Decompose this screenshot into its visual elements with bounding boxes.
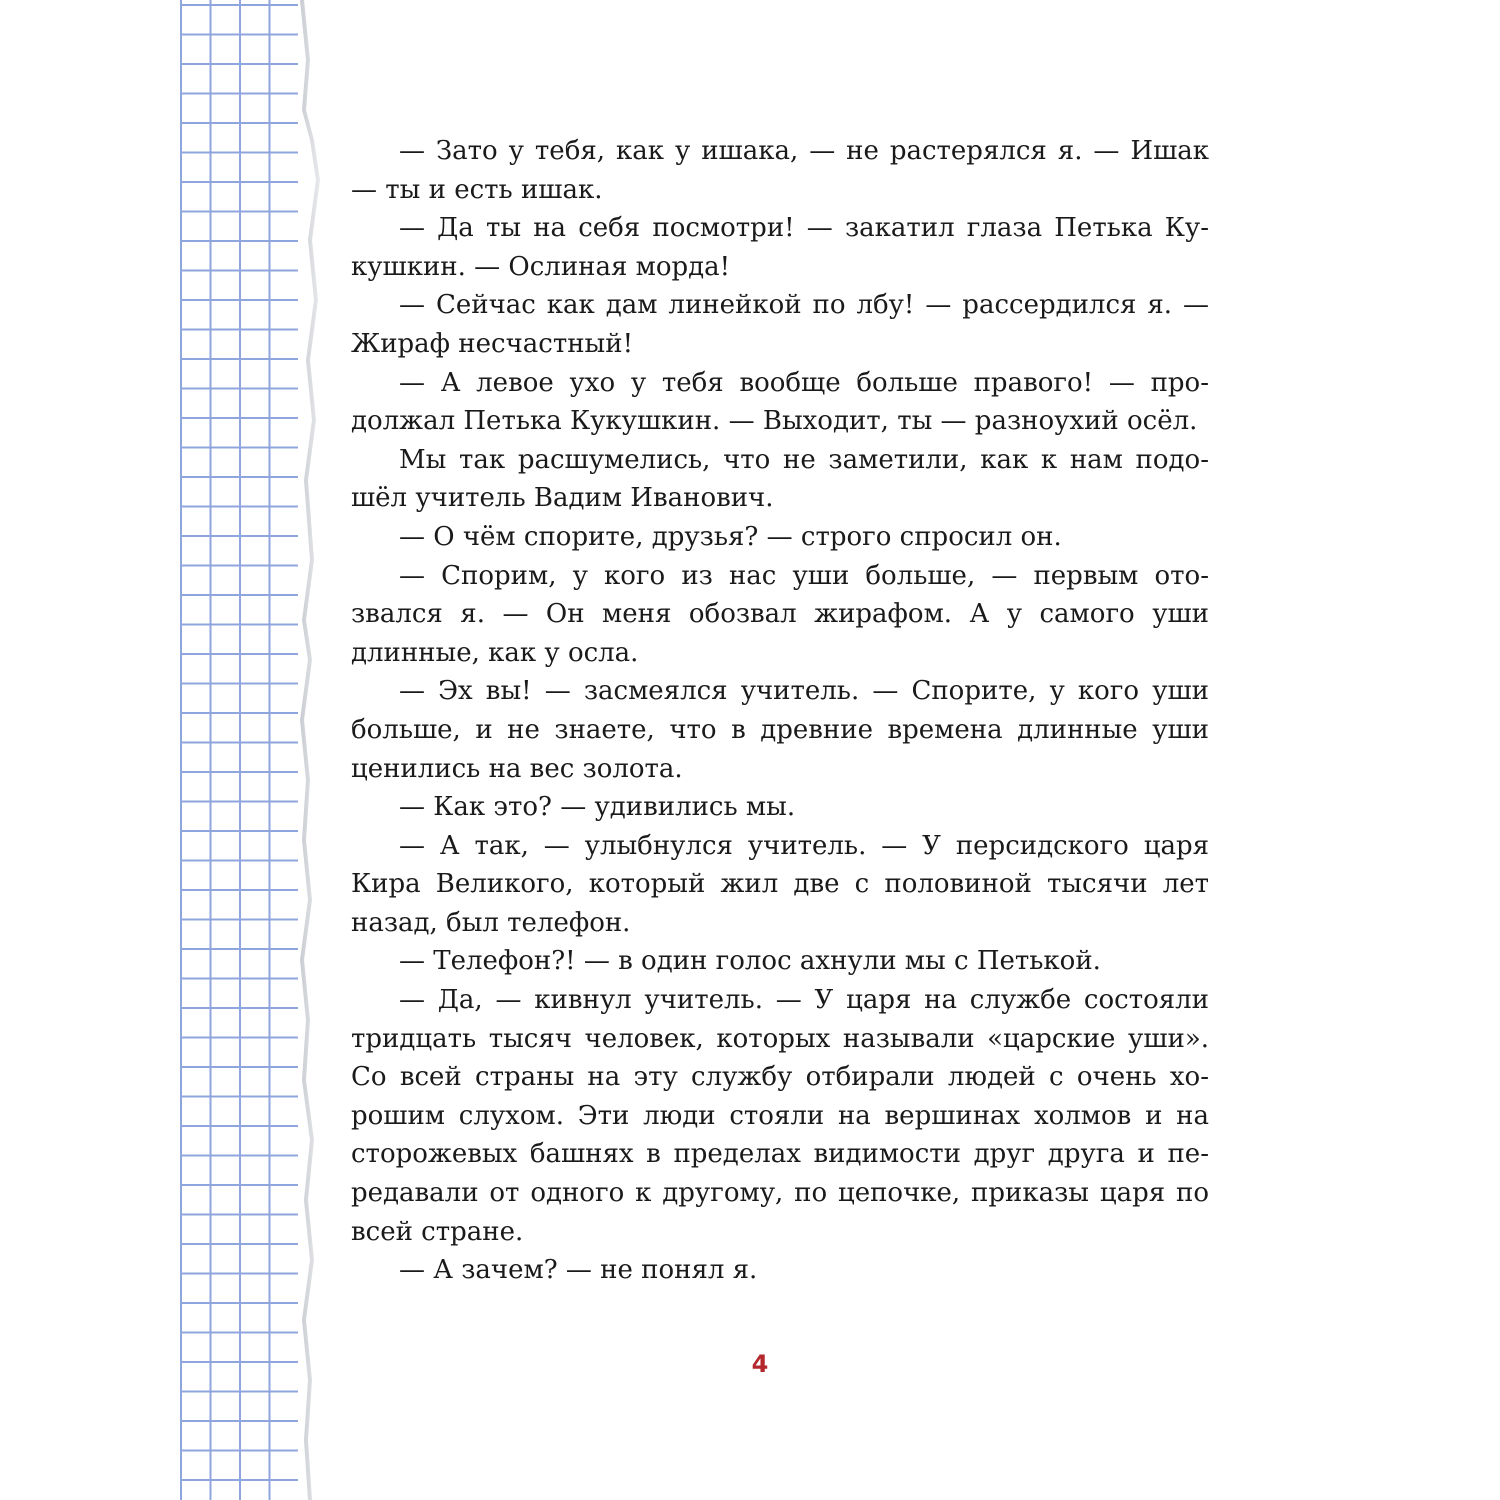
- paragraph: — Сейчас как дам линейкой по лбу! — рассердился я. — Жираф несчастный!: [351, 290, 1209, 359]
- graph-paper-strip: [180, 0, 298, 1500]
- paragraph: — А зачем? — не понял я.: [399, 1255, 758, 1286]
- paragraph: — Телефон?! — в один голос ахнули мы с Петькой.: [399, 946, 1101, 977]
- paragraph: — Как это? — удивились мы.: [399, 792, 796, 823]
- paragraph: — А так, — улыбнулся учитель. — У персидского царя Кира Великого, который жил две с половиной тысячи лет назад, был телефон.: [351, 830, 1209, 938]
- paragraph: — О чём спорите, друзья? — строго спросил он.: [399, 521, 1062, 552]
- paragraph: — Да, — кивнул учитель. — У царя на службе состояли тридцать тысяч человек, которых называли «царские уши». Со всей страны на эту службу отбирали людей с очень хорошим слухом. Эти люди стояли на вершинах холмов и на сторожевых башнях в пределах видимости друг друга и передавали от одного к другому, по цепочке, приказы царя по всей стране.: [351, 985, 1209, 1247]
- story-text: [351, 132, 1209, 1290]
- paragraph: — А левое ухо у тебя вообще больше правого! — продолжал Петька Кукушкин. — Выходит, ты — разноухий осёл.: [351, 367, 1209, 437]
- paragraph: — Да ты на себя посмотри! — закатил глаза Петька Кукушкин. — Ослиная морда!: [351, 213, 1209, 282]
- torn-paper-edge: [286, 0, 334, 1500]
- paragraph: — Спорим, у кого из нас уши больше, — первым отозвался я. — Он меня обозвал жирафом. А у самого уши длинные, как у осла.: [351, 560, 1209, 668]
- paragraph: — Зато у тебя, как у ишака, — не растерялся я. — Ишак — ты и есть ишак.: [351, 136, 1209, 205]
- paragraph: — Эх вы! — засмеялся учитель. — Спорите, у кого уши больше, и не знаете, что в древние времена длинные уши ценились на вес золота.: [351, 676, 1209, 784]
- paragraph: Мы так расшумелись, что не заметили, как к нам подошёл учитель Вадим Иванович.: [351, 444, 1209, 514]
- page-number: 4: [751, 1350, 769, 1378]
